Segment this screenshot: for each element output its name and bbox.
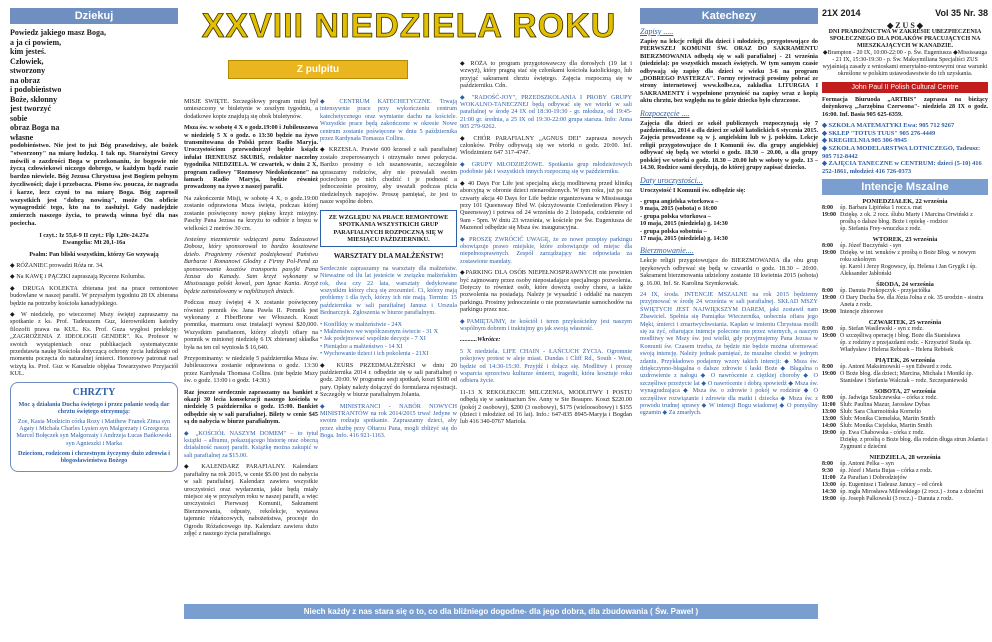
rozpoczecie-text: Zajęcia dla dzieci ze szkół publicznych rozpoczynają się 7 października, 2014 a dla dzieci ze szkół katolickich 6 stycznia 2015. Zajęcia prowadzone są w j. angielskim lub w j. polskim. Lekcje religii przygotowujące do I Komunii św. dla grupy angielskiej odbywać się będą we wtorki o godz. 18.30 – 20.00, a dla grupy polskiej we wtorki o godz. 18.30 – 20.00 lub w soboty w godz. 13 – 14.30. Rodzice sami decydują, do której grupy zapisać dziecko. <box>640 119 818 172</box>
announcement: MISJE ŚWIĘTE. Szczegółowy program misji był umieszczony w biuletynie w zeszłym tygodniu, a dodatkowe kopie znajdują się obok biuletynów. <box>184 98 318 120</box>
mass-day-heading: WTOREK, 23 września <box>872 236 938 244</box>
mass-intention: śp. Karol i Jerzy Rogowscy, śp. Helena i Jan Grygik i śp. Aleksander Jabłoński <box>840 264 977 278</box>
mass-time: 13:00 <box>822 416 836 423</box>
announcement: ◆ CHÓR PARAFIALNY „AGNUS DEI" zaprasza nowych członków. Próby odbywają się we wtorki o godz. 20:00. Inf. Włodzimierz 647 317-4747. <box>460 134 632 157</box>
baptisms-box <box>10 382 178 473</box>
mass-row <box>822 264 988 278</box>
announcement: ◆ KALENDARZ PARAFIALNY. Kalendarz parafialny na rok 2015, w cenie $5.00 jest do nabycia w sali parafialnej. Kalendarz zawiera wszystkie uroczystości oraz wydarzenia, jakie będą miały miejsce się w przyszłym roku w naszej parafii, a więc uroczystości Pierwszej Komunii, Sakrament Bierzmowania, odpusty, rekolekcje, wystawa tajemnic różańcowych, nabożeństwa, procesje do Ogrodu Różańcowego itp. Kalendarz zawiera dużo zdjęć z naszego życia parafialnego. <box>184 463 318 537</box>
announcement: ◆PAMIĘTAJMY, że kościół i teren przykościelny jest naszym wspólnym dobrem i traktujmy go jak swoją własność. <box>460 317 632 332</box>
dziekuj-column <box>10 8 178 606</box>
announcement: Serdecznie zapraszamy na warsztaty dla małżeństw. Nieważne od ilu lat jesteście w związku małżeńskim rok, dwa czy 22 lata, warsztaty dedykowane wszystkim którzy chcą się zrozumieć. Ci, którzy mają problemy i dla tych, którzy ich nie mają. Termin: 15 października w sali parafialnej Janusz i Urszula Bednarczyk. Zgłoszenia w biurze parafialnym. <box>320 264 457 317</box>
mass-intention: O Dary Ducha Św. dla Józia Jolna z ok. 35 urodzin - siostra Aneta z rodz. <box>840 295 984 309</box>
section-header-z-pulpitu: Z pulpitu <box>228 60 408 79</box>
mass-time: 8:00 <box>822 461 833 468</box>
readings: I czyt.: Iz 55,6-9 II czyt.: Flp 1,20c-24.27a Ewangelia: Mt 20,1-16a <box>39 231 149 247</box>
mass-time: 14:00 <box>822 423 836 430</box>
mass-row <box>822 371 988 385</box>
mass-day-heading: CZWARTEK, 25 września <box>868 319 942 327</box>
poem: Powiedz jakiego masz Boga, a ja ci powiem, kim jesteś. Człowiek, stworzony na obraz i podobieństwo Boże, skłonny jest tworzyć sobie obraz Boga na własne <box>10 28 106 142</box>
mass-intention: Ślub: Sara Charmoińska Kornelio <box>840 409 922 416</box>
reflection-text: podobieństwo. Nie jest to już Bóg prawdziwy, ale bożek "stworzony" na miarę ludzką. I tak np. Starożytni Grecy mówili o zazdrości Boga w przekonaniu, że bogowie nie życzą człowiekowi niczego dobrego, w każdym bądź razie bardzo niewiele. Bóg Jezusa Chrystusa jest Bogiem pełnym życzliwości; daje i przebacza. Pismo św. poucza, że nagrada i karze, lecz czyni to na miarę Boga. Bóg zaprosił wszystkich jest "dobrą nowiną", może On obficie wynagrodzić tego, kto na to zasłużył. Gdy nadejdzie zmierzch naszego życia, to prawdą winna być dla nas pociecha. <box>10 142 178 227</box>
mass-time <box>822 226 840 233</box>
mass-intention: śp. Jadwiga Szulczewska – córka z rodz. <box>840 395 938 402</box>
announcement: Raz jeszcze serdecznie zapraszamy na bankiet z okazji 30 lecia konsekracji naszego kościoła w niedzielę 5 października o godz. 15:00. Bankiet odbędzie się w sali parafialnej. Bilety w cenie $45 są do nabycia w biurze parafialnym. <box>184 388 318 426</box>
issue-volume: Vol 35 Nr. 38 <box>935 8 988 18</box>
mass-intention: śp. z rodziny z przejazdami rodz. - Krzysztof Siuda śp. Władysław i Helena Rebisek – Helena Rebisek <box>840 340 972 354</box>
workshop-title: WARSZTATY DLA MAŁŻEŃSTW! <box>333 252 444 261</box>
announcement: Msza św. w sobotę 4 X o godz.19:00 i Jubileuszowa w niedzielę 5 X o godz. o 13:30 będzie na żywo transmitowana do Polski przez Radio Maryja. Uroczystościom przewodniczył będzie ksiądz infułat IRENEUSZ SKUBIŚ, redaktor naczelny tygodnika NIEDZIELA. W czwartek, w dniu 2 X, program radiowy "Rozmowy Niedokończone" na łamach Radio Maryja, będzie również prowadzony na żywo z naszej parafii. <box>184 124 318 191</box>
mass-intention: Ślub: Monika Ciemelska, Martin Smith <box>840 416 935 423</box>
baptisms-title: CHRZTY <box>72 386 116 398</box>
mass-row <box>822 496 988 503</box>
announcements-column <box>460 60 632 600</box>
mass-time: 8:00 <box>822 364 833 371</box>
announcement: Na zakończenie Misji, w sobotę 4 X, o godz.19:00 zostanie odprawiona Msza święta, podczas której zostanie poświęcony nowy piękny krzyż misyjny. Paschy Pana Jezusa na krzyżu to odbiór z bręzu w wielkości 2 metrów 30 cm. <box>184 194 318 232</box>
mass-row <box>822 309 988 316</box>
notice-box: ZE WZGLĘDU NA PRACE REMONTOWE SPOTKANIA WSZYSTKICH GRUP PARAFIALNYCH ROZPOCZNĄ SIĘ W MIESIĄCU PAŹDZIERNIKU. <box>320 210 457 248</box>
announcement: ◆ CENTRUM KATECHETYCZNE. Trwają intensywnie prace przy wykończeniu centrum katechetycznego oraz wymianie dachu na kościele. Wszystkie prace będą zakończone w okresie Nowe centrum zostanie poświęcone w dniu 5 października przez Kardynała Tomasza Collins. <box>320 98 457 143</box>
mass-time: 19:00 <box>822 371 836 378</box>
mass-day-heading: SOBOTA, 27 września <box>874 388 936 396</box>
mass-intention: śp. Barbara Lipińska 1 rocz.s. mat <box>840 205 922 212</box>
mass-intention: Dziękę. w int. wnuków z prośbą o Boże Błog. w nowym roku szkolnym <box>840 250 976 264</box>
zapisy-text: Zapisy na lekcje religii dla dzieci i młodzieży, przygotowujące do PIERWSZEJ KOMUNII ŚW. ORAZ DO SAKRAMENTU BIERZMOWANIA odbędą się w sali parafialnej - 21 września (niedziela): po wszystkich mszach świętych. W tym samym czasie odbywają się zapisy dla dzieci w wieku 3-6 na program „DOBREGO PASTERZA". Formy rejestracji prosimy pobrać ze strony internetowej www.kolbe.ca, zakładka LITURGIA I SAKRAMENTY i wypełnione przynieść na zapisy wraz z kopią aktu chrztu, bez względu na to gdzie dziecko było chrzczone. <box>640 38 818 105</box>
baptisms-intro: Moc ą działania Ducha świętego i przez polanie wodą dar chrztu świętego otrzymują: <box>18 400 170 415</box>
mass-intention: O Boże błog. dla dzieci; Marcina, Michała i Moniki śp. Stanisław i Stefania Walczak – rodz. Szczepaniewski <box>840 371 973 385</box>
rozpoczecie-heading: Rozpoczęcie .... <box>640 108 690 118</box>
bierzmowanie-text: Lekcje religii przygotowujące do BIERZMOWANIA dla obu grup językowych odbywać się będą w czwartki o godz. 18.30 – 20:00. Sakrament bierzmowania udzielony zostanie 18 kwietnia 2015 (sobota) g. 16.00. Inf. Sr. Karolina Szymkowiak. <box>640 257 818 287</box>
list-item: ◆ SZKOŁA MODELARSTWA LOTNICZEGO, Tadeusz: 905 712-8442 <box>822 145 981 160</box>
mass-time: 19:00 <box>822 496 836 503</box>
daty-heading: Daty uroczystości... <box>640 175 703 185</box>
mass-intention: Dziękę. z prośbą o Boże błog. dla rodzin długa strun Jolanta i Zygmunt z dziećmi <box>840 437 988 451</box>
mass-row <box>822 364 988 371</box>
mass-row <box>822 250 988 264</box>
zus-title: ◆ Z U S ◆ <box>887 21 923 30</box>
upcoming-heading: ...........Wkrótce: <box>460 336 501 344</box>
announcement: Przypominamy: w niedzielę 5 października Msza św. Jubileuszowa zostanie odprawiona o godz. 13:30 przez Kardynała Thomasa Collins. (nie będzie Mszy św. o godz. 13:00 i o godz. 14:30.) <box>184 355 318 385</box>
announcement: ◆ DRUGA KOLEKTA zbierana jest na prace remontowe budowlane w naszej parafii. W przyszłym tygodniu 28 IX zbierana będzie na potrzeby kościoła kanadyjskiego. <box>10 284 178 307</box>
mass-time <box>822 264 840 278</box>
mass-time: 8:00 <box>822 326 833 333</box>
announcement: ◆ "RADOŚĆ-JOY", PRZEDSZKOLANIA I PROBY GRUPY WOKALNO-TANECZNEJ będą odbywać się we wtorki w sali parafialnej w środę 24 IX od 18:30-19:30 - gr. młodsza, od 19:45-21:00 gr. średnia, a 25 IX od 19:30-22:00 grupa starsza. Info: Anna 905 279-9262. <box>460 93 632 131</box>
announcement: Podczas mszy świętej 4 X zostanie poświęcony również pomnik św. Jana Pawła II. Pomnik jest wykonany z FiberBrone we Włoszech. Koszt pomnika, marmuru oraz instalacji wynosi $20,000. Wszystkim parafianom, którzy złożyli ofiary na pomnik w minionej niedzielę 6 IX zbieranej składka była na ten cel wyniosła $ 16,640. <box>184 299 318 351</box>
page-title: XXVIII NIEDZIELA ROKU <box>201 7 617 45</box>
mass-row <box>822 226 988 233</box>
baptisms-outro: Dzieciom, rodzicom i chrzestnym życzymy dużo zdrowia i błogosławieństwa Bożego <box>17 449 170 465</box>
mass-row <box>822 437 988 451</box>
zapisy-heading: Zapisy ..... <box>640 27 674 36</box>
mass-time: 19:00 <box>822 250 836 257</box>
schools-list <box>822 122 988 175</box>
announcement: ◆ RÓŻA to program przygotowawczy dla dorosłych (19 lat i wzwyż), który pragną stać się członkami kościoła katolickiego, lub przyjąć sakrament chrztu świętego. Zajęcia rozpoczną się w październiku. Cdn. <box>460 60 632 90</box>
mass-day-heading: ŚRODA, 24 września <box>876 281 934 289</box>
intentions-info: 24 IX, środa. INTENCJE MSZALNE na rok 2015 będziemy przyjmować w środę 24 września w sali parafialnej. SKŁAD MSZY ŚWIĘTYCH JEST NAJWIĘKSZYM DAREM, jaki zostawił nam Zbawiciel. Spełnia się Pamiątka Wieczernika, uobecnia ofiara jego Męki, śmierci i zmartwychwstania. Kapłan w imieniu Chrystusa modli się za żyć, ofiarujące intencje polecone mu przez wiernych, a naszym modlitwy we Mszy św. jest wielki, gdy przyjmujemy Pana Jezusa w Komunii św. Czasem trzeba, że będzie nie będzie można uformować swoją intencję. Należy jednak pamiętać, że mszalne chodzi w jednym zdaniu. Przykładowo podajemy wzory takich intencji: ◆ Msza św. dziękczynno-błagalna o dalsze zdrowie i łaski Boże ◆ Błagalna o uzdrowienie z nałogu ◆ O nawrócenie z ciężkiej choroby ◆ O szczęśliwe przeżycie lat ◆ O nawrócenie i dobrą spowiedź ◆ Msza św. wynagradzająca ◆ Msza św. o zdrowie i pokój w rodzinie ◆ O szczęśliwe rozwiązanie i zdrowie dla matki i dziecka ◆ Msza św. z powodu trudnej sprawy ◆ W intencji Bogu wiadomej ◆ O pomyślny egzamin ◆ Za zmarłych. <box>640 290 818 417</box>
list-item: ◆ ZAJĘCIA TANECZNE w CENTRUM: dzieci (5-10) 416 252-1861, młodzież 416 726-0373 <box>822 160 982 175</box>
mass-intention: śp. Joseph Palkowski (3 rocz.) - Danuta z rodz. <box>840 496 954 503</box>
announcement: ◆PARKING DLA OSÓB NIEPEŁNOSPRAWNYCH nie powinien być zajmowany przez osoby nieposiadające specjalnego pozwolenia. Dotyczy to również osób, które dowożą osoby chore, a także pozwolenia na posiadają. Należy je wysadzić i oddalić na naszym parkingu. Prosimy jednocześnie o nie pozostawianie samochodów na parkingu przez noc. <box>460 269 632 314</box>
mass-time: 11:00 <box>822 402 836 409</box>
mass-intention: śp. mgła Mirosława Milewskiego (2 rocz.) - żona z dziećmi <box>840 489 984 496</box>
mass-time: 13:00 <box>822 409 836 416</box>
announcement: ◆ RÓŻANIEC prowadzi Róża nr. 34. <box>10 261 104 269</box>
mass-row <box>822 340 988 354</box>
mass-time: 8:00 <box>822 288 833 295</box>
mass-time: 19:00 <box>822 333 836 340</box>
mass-time: 13:00 <box>822 482 836 489</box>
mass-time: 8:00 <box>822 395 833 402</box>
mass-time: 9:30 <box>822 468 833 475</box>
list-item: ◆ SKLEP "TOTUS TUUS" 905 276-4449 <box>822 129 936 137</box>
mass-time: 19:00 <box>822 295 836 302</box>
mass-intention: Ślub: Paulina Mazur, Jarosław Dybas <box>840 402 930 409</box>
dziekuj-header: Dziekuj <box>10 8 178 24</box>
daty-list: - grupa angielska wtorkowa – 9 maja, 2015 (sobota) o 16:00 - grupa polska wtorkowa – 10 maja, 2015 (niedziela) g. 14:30 - grupa polska sobotnia – 17 maja, 2015 (niedziela) g. 14:30 <box>640 197 728 242</box>
pulpit-column-left <box>184 98 318 638</box>
mass-intention: O szczęśliwą operację i błog. Boże dla Stanisława <box>840 333 961 340</box>
katechezy-header: Katechezy <box>640 8 818 24</box>
mass-row <box>822 326 988 333</box>
mass-time: 8:00 <box>822 243 833 250</box>
mass-day-heading: NIEDZIELA, 28 września <box>869 454 941 462</box>
list-item: ◆ KREGIELNIA 905 306-9945 <box>822 137 907 145</box>
pulpit-column-right <box>320 98 457 638</box>
mass-time: 14:30 <box>822 489 836 496</box>
baptisms-names: Zoe, Kasia Modzicin córka Rozy i Matthew Franek Zima syn Agaty i Michała Charles Lysien syn Malgorzaty i Grzegorza Marcel Bołęczek syn Małgorzaty i Andrzeja Łucas Bańkowski syn Agnieszki i Marka <box>16 418 172 447</box>
mass-time: 8:00 <box>822 205 833 212</box>
mass-time: 19:00 <box>822 430 836 437</box>
zus-box <box>822 22 988 78</box>
mass-time: 19:00 <box>822 309 836 316</box>
mass-intention: śp. Eugeniusz i Tadeusz Janucy – od córek <box>840 482 943 489</box>
info-column <box>822 8 988 606</box>
mass-intention: Ślub: Monika Ciejelska, Martin Smith <box>840 423 932 430</box>
announcement: 11-13 X REKOLEKCJE MILCZENIA, MODLITWY I POSTU odbędą się w sanktuarium Św. Anny w Ste Beaupre. Koszt $220.00 (pokój 2 osobowy), $200 (3 osobowy), $175 (wieloosobowy) i $155 (dzieci i młodzież od 16 lat). Info.: 647-835 8945-Maryja i Bogdan lub 416 340-0767 Mariola. <box>460 388 632 426</box>
announcement: ◆ KURS PRZEDMAŁŻEŃSKI w dniu 20 października 2014 r. odbędzie się w sali parafialnej o godz. 20:00. W programie sesji spotkań, koszt $100 od pary. Opłaty należy dołączyć do formularza rejestracji. Szczegóły w biurze parafialnym Jolanta. <box>320 361 457 399</box>
mass-row <box>822 430 988 437</box>
mass-intention: śp. Antoni Pelka – syn <box>840 461 894 468</box>
mass-time <box>822 437 840 451</box>
mass-intention: śp. Józef Buczyński - syn <box>840 243 902 250</box>
mass-intention: śp. Józef i Maria Bujas – córka z rodz. <box>840 468 933 475</box>
announcement: 5 X niedziela. LIFE CHAIN - ŁAŃCUCH ŻYCIA. Ogromnie pokojowy protest w aleje miast. Dundas i Cliff Rd., South - West, będzie od 14:30-15:30. Przyjdź i dołącz się. Modlitwy i proszę wsparcia sprzeciwu kulturze śmierci, tragedii, która kosztuje roku odbiera życie. <box>460 347 632 385</box>
announcement: ◆ MINISTRANCI - NABÓR NOWYCH MINISTRANTÓW na rok 2014/2015 trwa! Jedyne w swoim rodzaju spotkanie. Zapraszamy dzieci, aby przez służbę przy Ołtarzu Pana, mogli zbliżyć się do Boga. Info. 416 921-1163. <box>320 402 457 440</box>
daty-intro: Uroczystość I Komunii św. odbędzie się: <box>640 186 746 194</box>
bierzmowanie-heading: Bierzmowanie.... <box>640 246 694 256</box>
zus-subtitle: DNI PRABOŻNICTWA W ZAKRESIE UBEZPIECZENIA SPOŁECZNEGO DLA POLAKÓW PRACUJĄCYCH NA MIESZKAJĄCYCH W KANADZIE. <box>828 29 982 49</box>
mass-row <box>822 295 988 309</box>
mass-row <box>822 205 988 212</box>
mass-day-heading: PIĄTEK, 26 września <box>875 357 935 365</box>
mass-row <box>822 243 988 250</box>
announcement: ◆ GRUPY MŁODZIEŻOWE. Spotkania grup młodzieżowych podobnie jak i wszystkich innych rozpoczną się w październiku. <box>460 160 632 176</box>
katechezy-column <box>640 8 818 606</box>
zus-text: ◆Brampton - 20 IX, 10:00-22:00 - p. Św. Eugeniusza ◆Mississauga - 21 IX, 15:30-19:30 - p. Św. Maksymiliana Specjaliści ZUS wyjaśniają zasady z wnioskami emerytalno-rentowymi oraz warunki określone w polskim ustawodawstwie do ich uzyskania. <box>822 50 988 77</box>
mass-intention: śp. Danuta Prokopczyk - przyjaciółka <box>840 288 931 295</box>
workshop-topics: • Konflikty w małżeństwie - 24X • Małżeństwo we współczesnym świecie - 31 X • Jak podejmować wspólnie decyzje - 7 XI • Pieniądze a małżeństwo - 14 XI • Wychowanie dzieci i ich pokolenia - 21XI <box>320 320 439 358</box>
cultural-centre-logo: John Paul II Polish Cultural Centre <box>822 82 988 93</box>
announcement: Jesteśmy niezmiernie wdzięczni panu Tadeuszowi Dobosz, który sponsorował to bardzo kosztowne dzieło. Pragniemy również podziękować Państwu Barbarze i Romanowi Głodny z Firmy Pol-Pend za sponsorowanie kosztów transportu pasyjki Pana Jezusa do Kanady. Sam krzyż wykonany w Mississauga polski kowal, pan Ignac Kania. Krzyż będzie zainstalowany w najbliższych dniach. <box>184 235 318 295</box>
mass-intention: śp. Ewa Chabowska - córka z rodz. <box>840 430 925 437</box>
footer-quote: Niech każdy z nas stara się o to, co dla bliźniego dogodne- dla jego dobra, dla zbudowania ( Św. Pawel ) <box>184 604 818 619</box>
mass-intention: Dziękę. z ok. 2 rocz. ślubu Marty i Marcina Orwiński z prośbą o dalsze błog. Boże i opiekę - rodzice <box>840 212 973 226</box>
announcement: ◆ W niedzielę, po wieczornej Mszy świętej zapraszamy na spotkanie z ks. Prof. Tadeuszem Guz, kierownikiem katedry filozofii prawa na KUL. Ks. Prof. Guza wygłosi prelekcję: „ZAGROŻENIA Z IDEOLOGII GENDER". Ks. Profesor w swoich wystąpieniach oraz publikacjach systematycznie przedstawia naukę Kościoła dotyczącą ochrony życia ludzkiego od momentu poczęcia do naturalnej śmierci. Honorowy patronat nad wizytą ks. Prof. Guz w Kanadzie objęłaa Towarzystwo Przyjaciół KUL. <box>10 311 178 378</box>
mass-day-heading: PONIEDZIAŁEK, 22 września <box>862 198 948 206</box>
mass-time: 19:00 <box>822 212 836 219</box>
issue-info <box>822 8 988 18</box>
announcement: ◆ „KOŚCIÓŁ NASZYM DOMEM" – to tytuł książki – albumu, pokazującego historię oraz obecną działalność naszej parafii. Książkę można zakupić w sali parafialnej za $15.00. <box>184 429 318 459</box>
mass-intention: śp. Stefan Wasilewski - syn z rodz. <box>840 326 924 333</box>
mass-intention: Za Parafian i Dobrodziejów <box>840 475 907 482</box>
psalm: Psalm: Pan bliski wszystkim, którzy Go wzywają <box>29 250 159 258</box>
mass-intention: śp. Stefania Frey-wnuczka z rodz. <box>840 226 922 233</box>
mass-intention: Intencje zbiorowe <box>840 309 884 316</box>
mass-intentions-list <box>822 198 988 503</box>
announcement: ◆ PROSZĘ ZWRÓCIĆ UWAGĘ, że ze nowe przepisy parkingu obowiązuje prawo miejskie, które zobowiązuje od miejsc dla niepełnosprawnych. Zespół zarządzający nie odpowiada za zostawione mandaty. <box>460 235 632 265</box>
mass-time <box>822 340 840 354</box>
mass-intention: śp. Antoni Maksimowski – syn Edward z rodz. <box>840 364 953 371</box>
announcement: ◆ Na KAWĘ i PĄCZKI zapraszają Rycerze Kolumba. <box>10 273 146 281</box>
issue-date: 21X 2014 <box>822 8 861 18</box>
announcement: ◆ KRZESŁA. Prawie 600 krzeseł z sali parafialnej zostało zreperowanych i otrzymało nowe pokrycia. Bardzo prosimy o ich uszanowanie, szczególnie upraszamy rodziców, aby nie pozwalali swoim pociechom po nich chodzić i je podnosić a jednocześnie prosimy, aby uważali podczas picia niedzielnych napojów. Proszę pamiętać, że jest to nasze wspólne dobro. <box>320 146 457 206</box>
mass-row <box>822 423 988 430</box>
mass-row <box>822 475 988 482</box>
mass-time: 11:00 <box>822 475 836 482</box>
intencje-header: Intencje Mszalne <box>822 179 988 195</box>
artbis-notice: Formacja Biuruoda „ARTBIS" zaprasza na bieżący dożynkową „Jarzębina Czerwona"- niedziela 28 IX o godz. 16:00. Inf. Basia 905 625-6359. <box>822 96 988 118</box>
mass-row <box>822 212 988 226</box>
list-item: ◆ SZKOŁA MATEMATYKI Ewa: 905 712 9267 <box>822 122 955 130</box>
announcement: ◆ 40 Days For Life jest specjalną akcją modlitewną przed kliniką aborcyjną w obronie dzieci nienarodzonych. W tym roku, już po raz czwarty akcja 40 Days for Life będzie organizowana w Mississauga przy 101 Queensway Blvd W. (skrzyżowanie Confederation Pkwy i Queensway) i potrwa od 24 września do 2 listopada, codziennie od 9am - 5pm. W dniu 23 września, w kościele pw Św. Eugeniusza de Mazenod odbędzie się Msza św. inauguracyjna. <box>460 179 632 232</box>
